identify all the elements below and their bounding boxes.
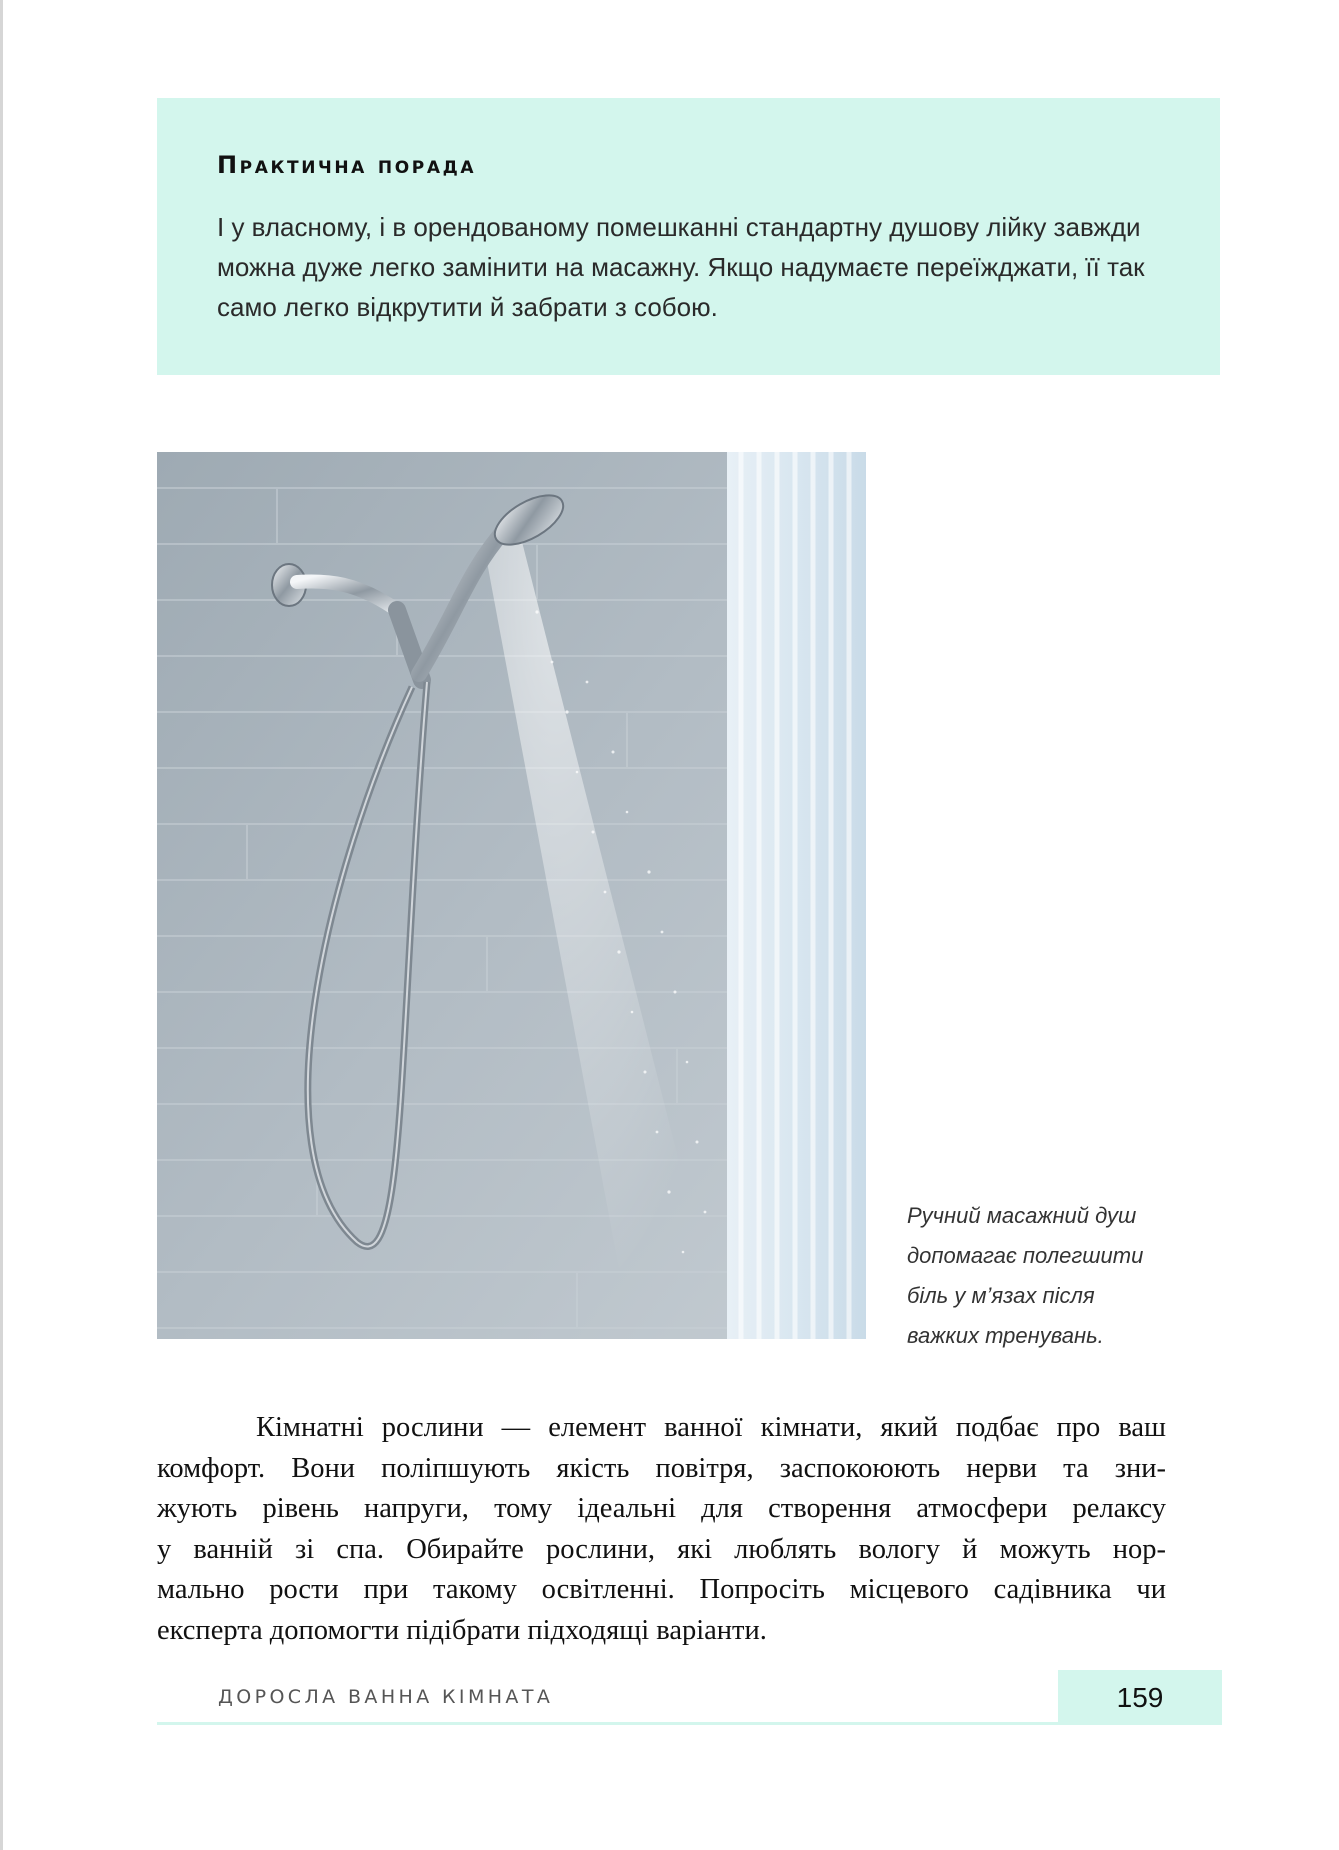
running-footer-section: ДОРОСЛА ВАННА КІМНАТА (218, 1686, 554, 1708)
body-line: експерта допомогти підібрати підходящі варіанти. (157, 1614, 767, 1646)
caption-line: біль у м’язах після (907, 1283, 1095, 1308)
photo-caption (907, 1196, 1167, 1356)
practical-tip-box (157, 98, 1220, 375)
tip-title: Практична порада (217, 151, 477, 179)
body-line: комфорт. Вони поліпшують якість повітря, заспокоюють нерви та зни- (157, 1452, 1166, 1484)
page-number: 159 (1116, 1682, 1164, 1713)
shower-photo (157, 452, 866, 1339)
footer-rule (157, 1722, 1222, 1725)
body-line: у ванній зі спа. Обирайте рослини, які люблять вологу й можуть нор- (157, 1533, 1166, 1565)
body-paragraph (157, 1408, 1166, 1651)
curtain-folds (741, 452, 849, 1339)
caption-line: допомагає полегшити (907, 1243, 1144, 1268)
caption-line: Ручний масажний душ (907, 1203, 1137, 1228)
tip-text: І у власному, і в орендованому помешканні стандартну душову лійку завжди можна дуже легко замінити на масажну. Якщо надумаєте переїжджати, її так само легко відкрутити й забрати з собою. (217, 212, 1145, 322)
body-line: мально рости при такому освітленні. Попросіть місцевого садівника чи (157, 1574, 1166, 1605)
caption-line: важких тренувань. (907, 1323, 1104, 1348)
body-line: жують рівень напруги, тому ідеальні для створення атмосфери релаксу (157, 1493, 1166, 1524)
body-line: Кімнатні рослини — елемент ванної кімнати, який подбає про ваш (256, 1412, 1166, 1443)
hand-shower-icon (157, 452, 866, 1339)
page-edge-rule (0, 0, 3, 1850)
